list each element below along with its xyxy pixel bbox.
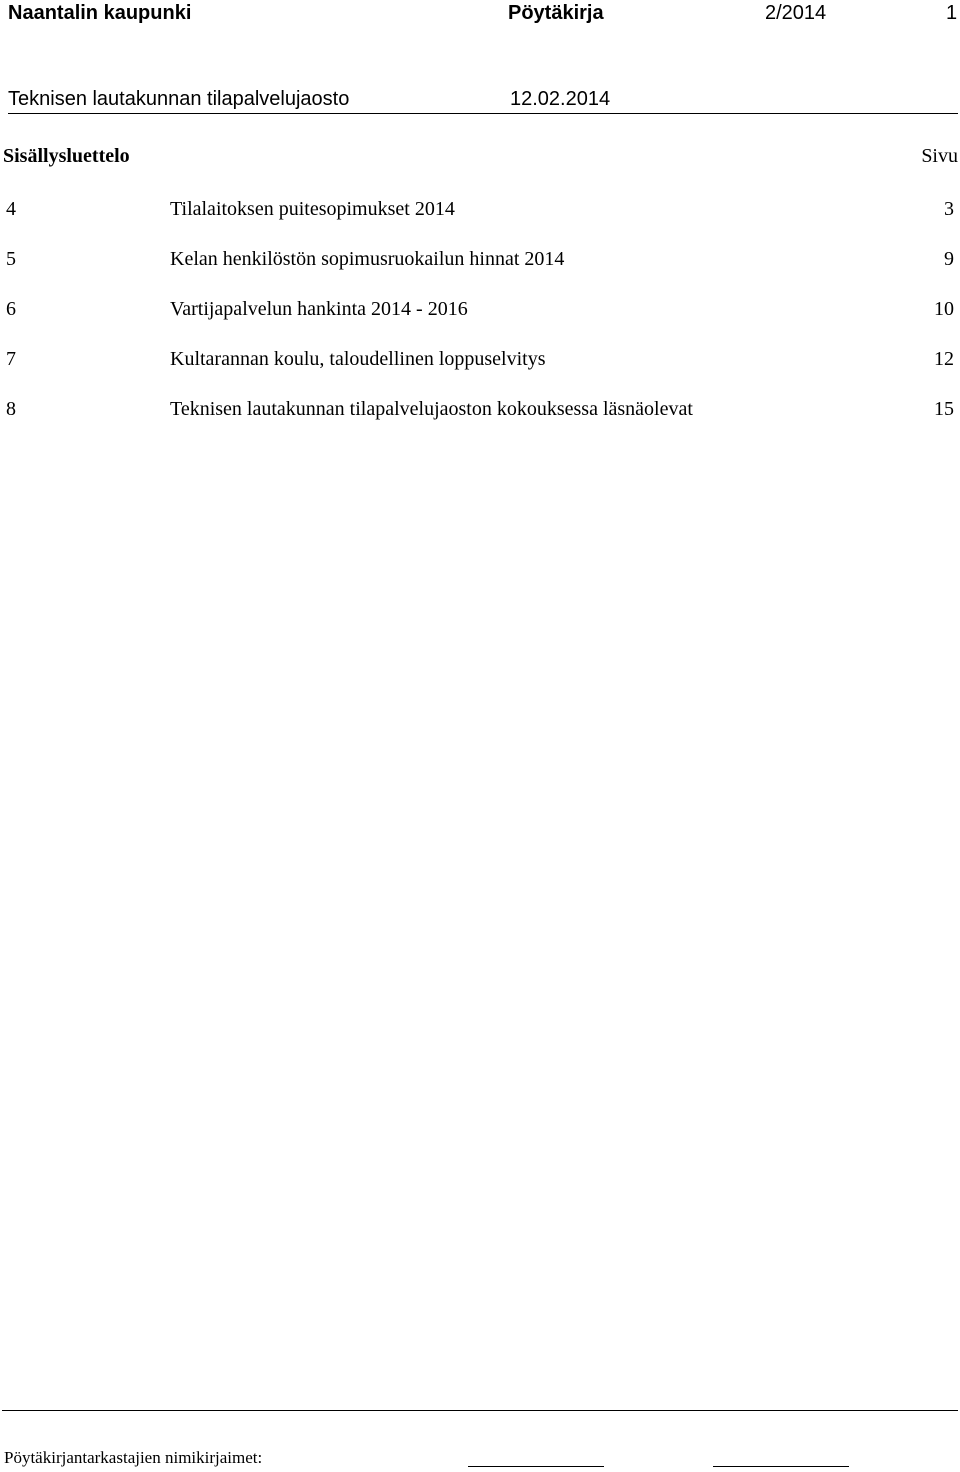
document-type: Pöytäkirja [508,2,604,24]
footer-divider [2,1410,958,1411]
toc-item-number: 8 [6,398,16,420]
toc-item-page: 10 [934,298,954,320]
toc-item-number: 6 [6,298,16,320]
committee-name: Teknisen lautakunnan tilapalvelujaosto [8,88,350,110]
toc-item-page: 12 [934,348,954,370]
toc-item[interactable] [0,348,960,378]
meeting-date: 12.02.2014 [510,88,611,110]
toc-item[interactable] [0,298,960,328]
toc-item[interactable] [0,398,960,428]
toc-item-title: Teknisen lautakunnan tilapalvelujaoston kokouksessa läsnäolevat [170,398,693,420]
toc-item[interactable] [0,248,960,278]
toc-item-title: Kultarannan koulu, taloudellinen loppuselvitys [170,348,546,370]
toc-item-number: 7 [6,348,16,370]
toc-item-title: Kelan henkilöstön sopimusruokailun hinnat 2014 [170,248,565,270]
organization-name: Naantalin kaupunki [8,2,192,24]
document-number: 2/2014 [765,2,827,24]
toc-item-number: 5 [6,248,16,270]
toc-page-column-label: Sivu [921,145,958,167]
toc-item-page: 3 [944,198,954,220]
toc-item-page: 15 [934,398,954,420]
toc-item-number: 4 [6,198,16,220]
reviewers-initials-label: Pöytäkirjantarkastajien nimikirjaimet: [4,1448,263,1467]
toc-item-title: Vartijapalvelun hankinta 2014 - 2016 [170,298,468,320]
initials-line-1 [468,1466,604,1467]
toc-item-title: Tilalaitoksen puitesopimukset 2014 [170,198,455,220]
initials-line-2 [713,1466,849,1467]
toc-title: Sisällysluettelo [3,145,130,167]
toc-item[interactable] [0,198,960,228]
toc-item-page: 9 [944,248,954,270]
page-number: 1 [946,2,958,24]
header-divider [8,113,958,114]
